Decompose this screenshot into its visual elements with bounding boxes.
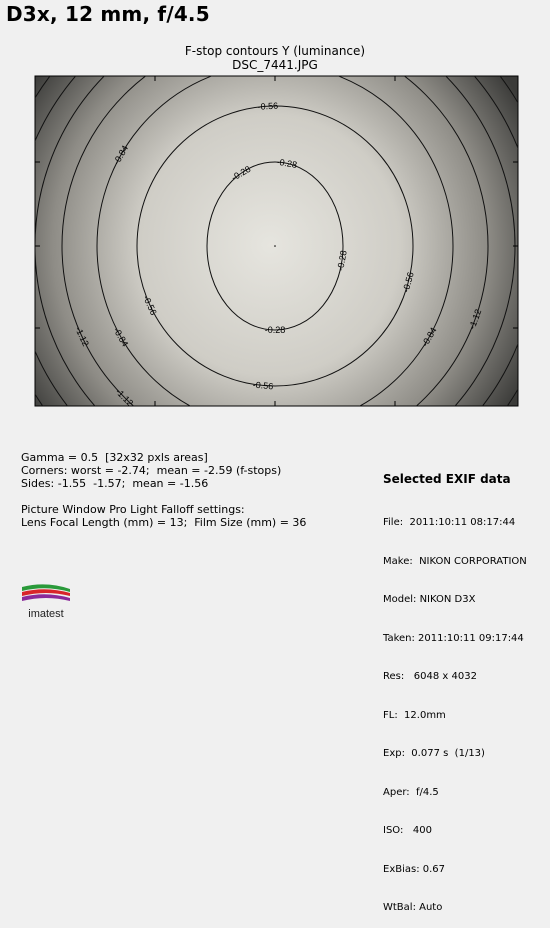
exif-row: Model: NIKON D3X [383, 594, 476, 605]
logo-text: imatest [28, 608, 64, 620]
contour-label: -0.56 [252, 379, 274, 392]
imatest-logo [20, 583, 72, 621]
stats-gamma: Gamma = 0.5 [32x32 pxls areas] [21, 451, 208, 464]
stats-pwp-values: Lens Focal Length (mm) = 13; Film Size (mm) = 36 [21, 516, 307, 529]
stats-sides: Sides: -1.55 -1.57; mean = -1.56 [21, 477, 209, 490]
exif-row: FL: 12.0mm [383, 709, 446, 721]
plot-area [35, 76, 518, 406]
exif-row: Res: 6048 x 4032 [383, 671, 477, 682]
contour-label: -0.84 [419, 325, 439, 349]
exif-title: Selected EXIF data [383, 472, 511, 486]
contour-label: -0.56 [141, 293, 159, 317]
contour-label: -0.84 [111, 143, 131, 167]
exif-row: Exp: 0.077 s (1/13) [383, 748, 485, 759]
chart-title: F-stop contours Y (luminance) [184, 44, 366, 58]
exif-row: ExBias: 0.67 [383, 863, 446, 875]
stats-panel [21, 451, 306, 529]
contour-label: -1.12 [113, 386, 136, 409]
chart-subtitle: DSC_7441.JPG [232, 58, 318, 72]
exif-panel [383, 447, 527, 928]
contour-label: -1.12 [73, 324, 91, 348]
contour-label: -0.28 [275, 156, 298, 171]
page-title: D3x, 12 mm, f/4.5 [6, 2, 210, 26]
contour-label: -0.84 [111, 325, 131, 349]
contour-label: -0.56 [257, 100, 279, 112]
exif-row: Make: NIKON CORPORATION [383, 555, 527, 567]
contour-label: -0.28 [229, 163, 253, 183]
exif-row: ISO: 400 [383, 825, 432, 836]
stats-pwp-heading: Picture Window Pro Light Falloff settings: [21, 503, 245, 516]
stats-corners: Corners: worst = -2.74; mean = -2.59 (f-stops) [21, 464, 282, 477]
contour-label: -0.56 [400, 270, 416, 294]
exif-row: WtBal: Auto [383, 902, 443, 913]
exif-row: File: 2011:10:11 08:17:44 [383, 517, 516, 528]
contour-label: -0.28 [264, 325, 286, 335]
contour-label: -1.12 [466, 307, 484, 331]
exif-row: Aper: f/4.5 [383, 786, 439, 798]
exif-row: Taken: 2011:10:11 09:17:44 [383, 632, 524, 644]
contour-label: -0.28 [335, 249, 349, 272]
center-marker [274, 245, 276, 247]
